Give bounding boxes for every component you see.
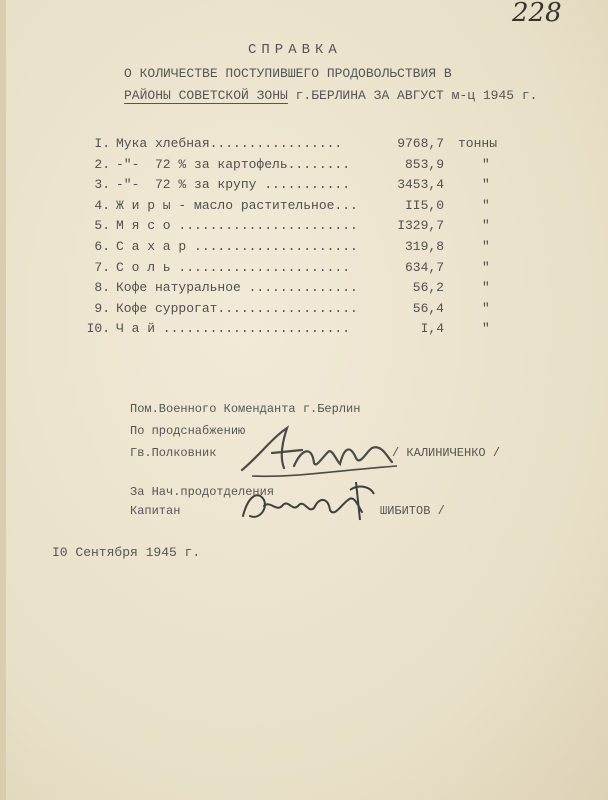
first-signatory-title-1: Пом.Военного Коменданта г.Берлин (130, 402, 361, 416)
item-row (0, 260, 608, 280)
item-unit: " (482, 239, 490, 254)
item-name: Ч а й ........................ (116, 321, 351, 337)
item-unit: " (482, 197, 490, 213)
paper-edge (0, 0, 6, 800)
item-unit: " (482, 259, 490, 275)
item-value: II5,0 (404, 197, 444, 213)
item-unit: " (482, 280, 490, 296)
item-unit: " (482, 300, 490, 316)
item-row (0, 157, 608, 177)
item-number: 6. (94, 239, 110, 254)
item-value: I,4 (420, 321, 444, 337)
item-value: I329,7 (397, 218, 444, 234)
second-signatory-rank: Капитан (130, 504, 181, 518)
second-signatory-title: За Нач.продотделения (130, 485, 275, 499)
first-signatory-title-2: По продснабжению (130, 424, 246, 438)
item-number: 2. (94, 156, 110, 172)
item-name: -"- 72 % за картофель........ (116, 156, 351, 172)
item-row (0, 301, 608, 321)
item-value: 319,8 (404, 239, 444, 254)
document-date: I0 Сентября 1945 г. (52, 545, 201, 560)
signature-shibitov (238, 476, 388, 536)
item-value: 853,9 (404, 156, 444, 172)
page-number: 228 (512, 0, 562, 28)
subtitle-rest: г.БЕРЛИНА ЗА АВГУСТ м-ц 1945 г. (287, 88, 538, 103)
item-number: 5. (94, 218, 110, 234)
item-number: 3. (94, 177, 110, 193)
item-number: 8. (94, 280, 110, 296)
item-value: 56,4 (412, 300, 444, 316)
first-signatory-rank: Гв.Полковник (130, 446, 217, 460)
item-name: С а х а р ..................... (116, 239, 358, 254)
item-row (0, 218, 608, 238)
document-title: СПРАВКА (248, 42, 342, 58)
item-unit: " (482, 218, 490, 234)
item-row (0, 239, 608, 259)
item-value: 9768,7 (397, 136, 444, 151)
second-signatory-name: ШИБИТОВ / (380, 504, 445, 518)
item-row (0, 177, 608, 197)
item-name: Кофе натуральное .............. (116, 280, 358, 296)
subtitle-line-2 (124, 88, 537, 103)
item-row (0, 136, 608, 156)
item-row (0, 321, 608, 341)
item-number: 4. (94, 197, 110, 213)
subtitle-line-1: О КОЛИЧЕСТВЕ ПОСТУПИВШЕГО ПРОДОВОЛЬСТВИЯ В (124, 66, 452, 81)
item-value: 634,7 (404, 259, 444, 275)
item-unit: " (482, 321, 490, 337)
item-name: Ж и р ы - масло растительное... (116, 197, 358, 213)
item-name: М я с о ....................... (116, 218, 358, 234)
item-number: 9. (94, 300, 110, 316)
item-row (0, 198, 608, 218)
item-name: С о л ь ...................... (116, 259, 351, 275)
item-unit: " (482, 177, 490, 193)
item-value: 3453,4 (397, 177, 444, 193)
item-unit: " (482, 156, 490, 172)
subtitle-underlined: РАЙОНЫ СОВЕТСКОЙ ЗОНЫ (124, 88, 288, 103)
item-number: 7. (94, 259, 110, 275)
item-number: I. (94, 136, 110, 151)
item-name: Мука хлебная................. (116, 136, 343, 151)
item-value: 56,2 (412, 280, 444, 296)
item-name: -"- 72 % за крупу ........... (116, 177, 351, 193)
first-signatory-name: / КАЛИНИЧЕНКО / (392, 446, 501, 460)
item-unit: тонны (458, 136, 498, 151)
item-row (0, 280, 608, 300)
item-name: Кофе суррогат.................. (116, 300, 358, 316)
item-number: I0. (86, 321, 110, 337)
